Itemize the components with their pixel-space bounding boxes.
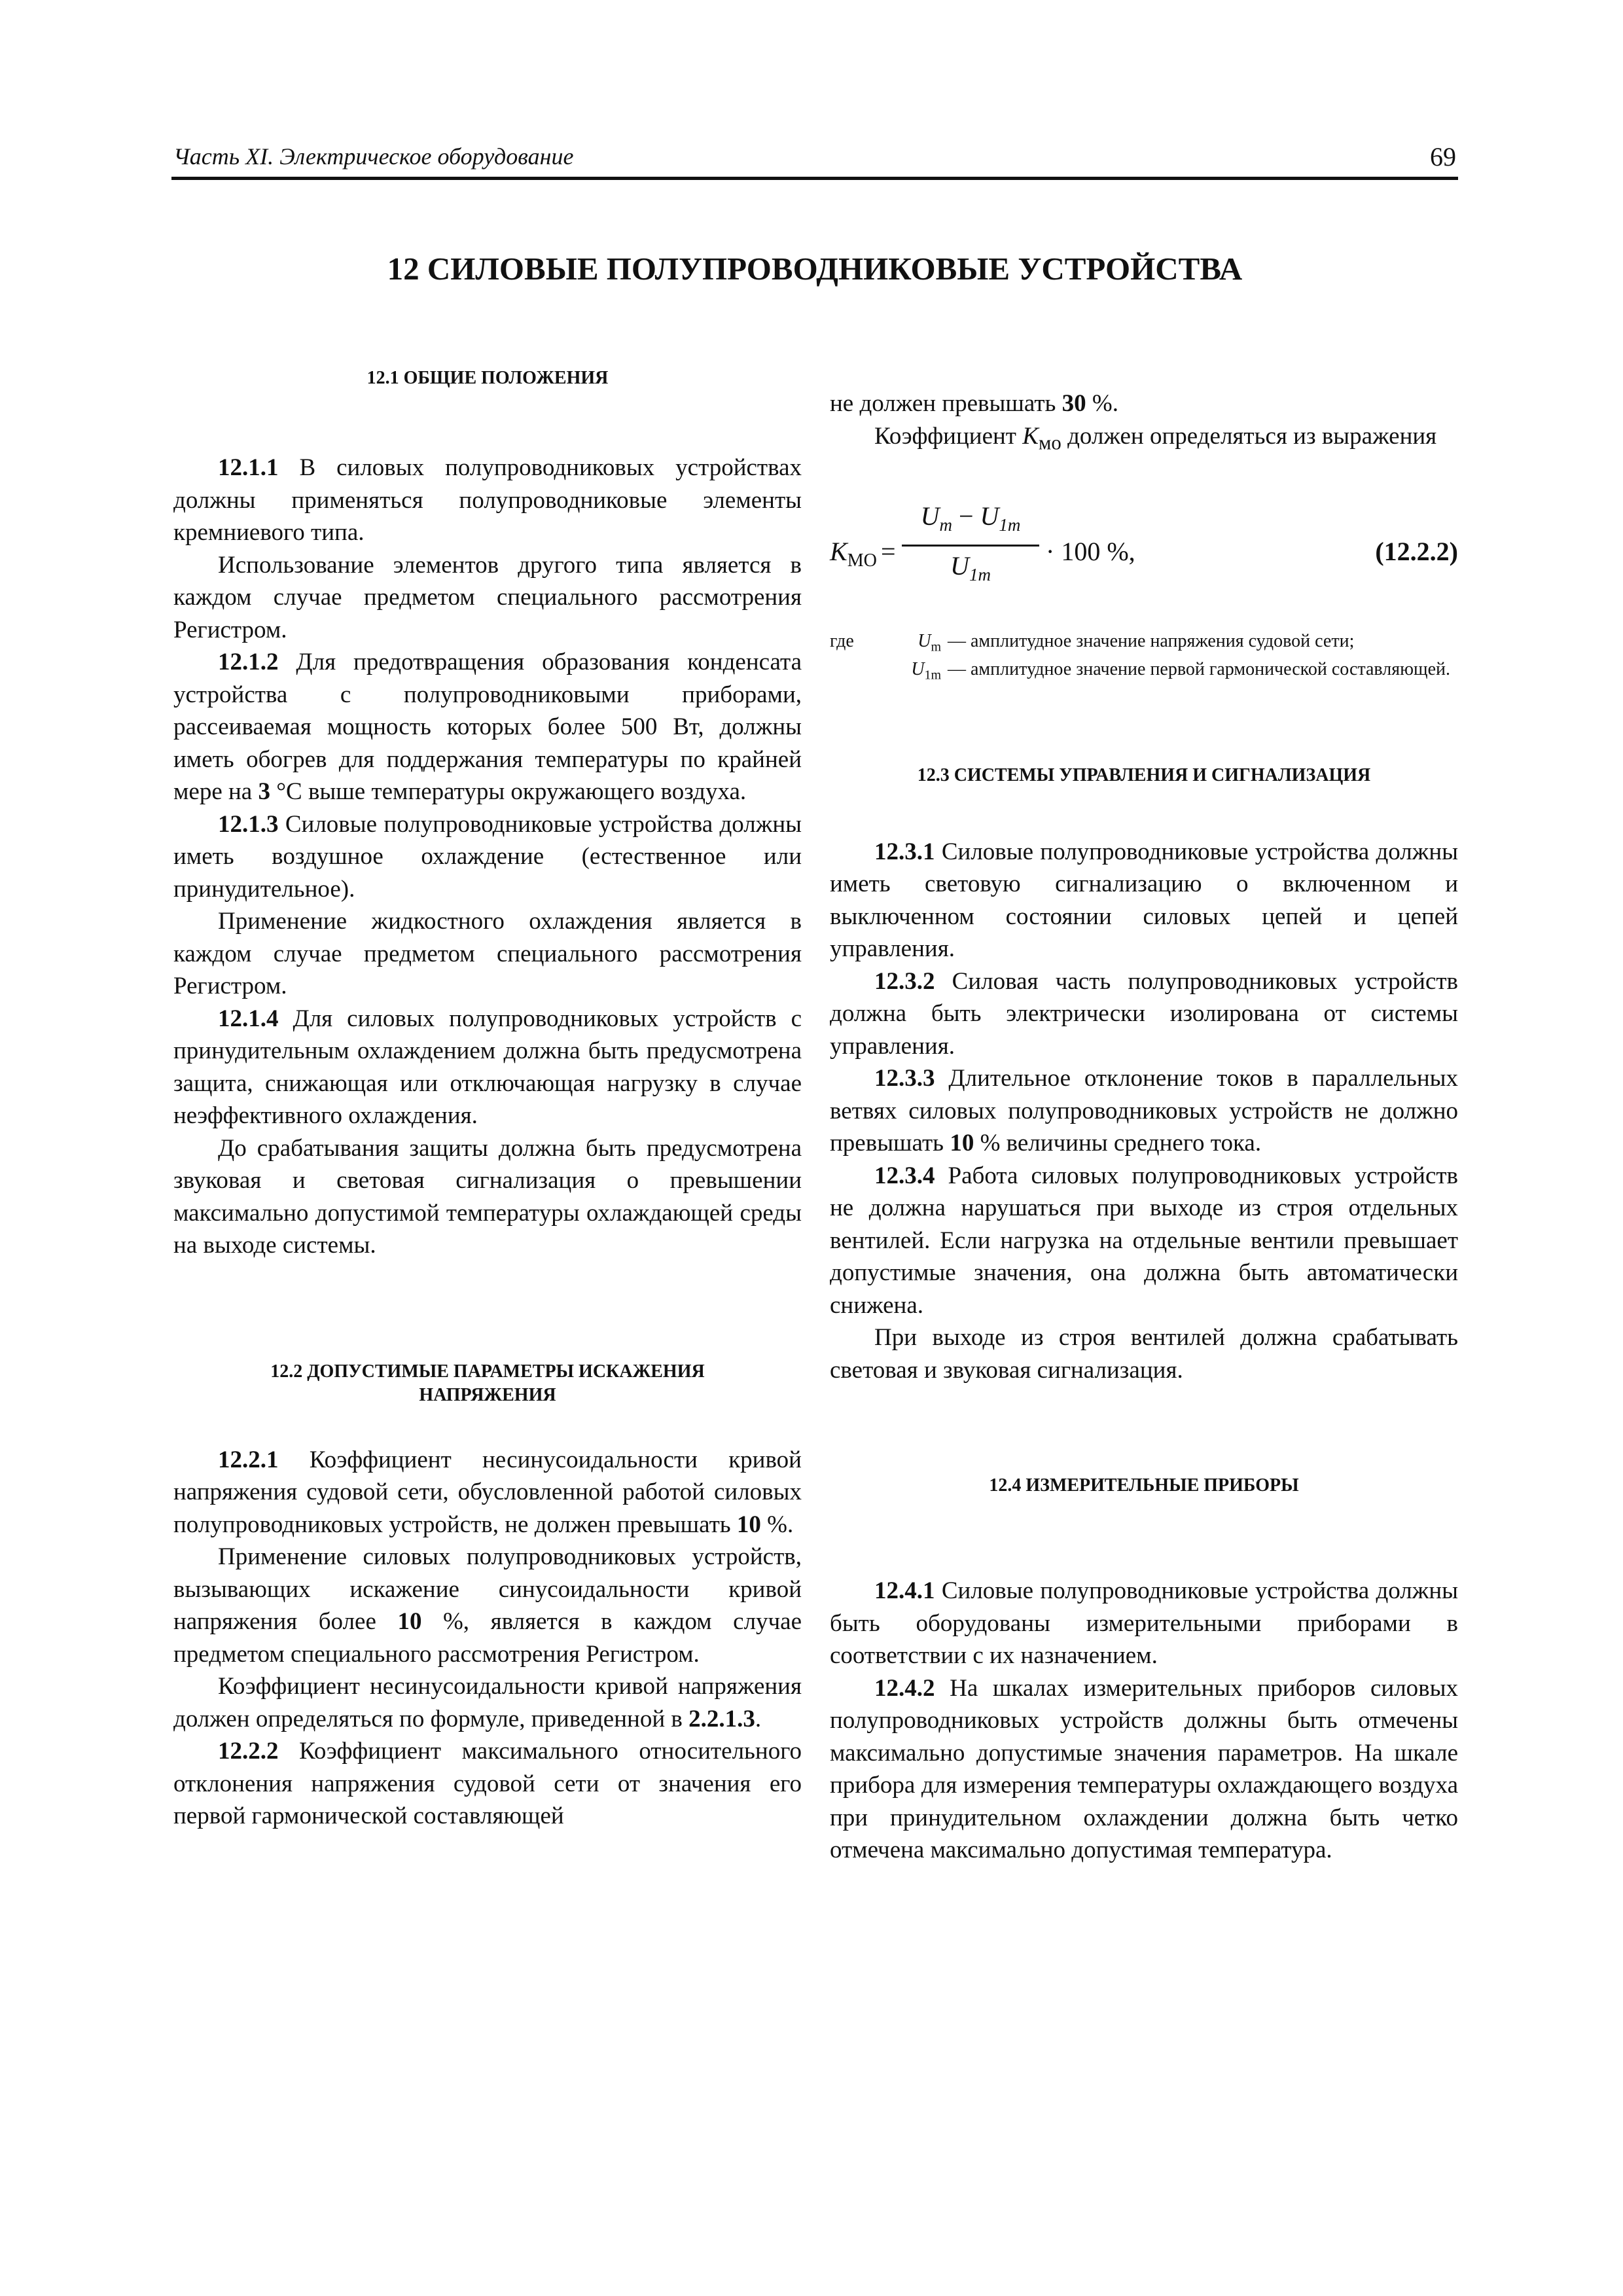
clause-number: 12.3.1 [874, 838, 935, 865]
legend-description: — амплитудное значение напряжения судовой сети; [948, 631, 1355, 652]
paragraph [173, 1670, 802, 1735]
minus-sign: − [952, 501, 980, 531]
section-heading-line: 12.2 ДОПУСТИМЫЕ ПАРАМЕТРЫ ИСКАЖЕНИЯ [270, 1361, 705, 1382]
bold-value: 3 [258, 778, 270, 805]
paragraph-text: До срабатывания защиты должна быть предусмотрена звуковая и световая сигнализация о превышении максимально допустимой температуры охлаждающей среды на выходе системы. [173, 1134, 802, 1259]
legend-label: где [830, 631, 854, 652]
legend-row [876, 658, 1458, 687]
chapter-title: 12 СИЛОВЫЕ ПОЛУПРОВОДНИКОВЫЕ УСТРОЙСТВА [387, 251, 1243, 287]
paragraph-text: %. [1086, 390, 1118, 417]
clause-number: 12.1.1 [218, 454, 279, 481]
paragraph-text: На шкалах измерительных приборов силовых полупроводниковых устройств должны быть отмечены максимально допустимые значения параметров. На шкале прибора для измерения температуры охлаждающего воздуха при принудительном охлаждении должна быть четко отмечена максимально допустимая температура. [830, 1674, 1458, 1864]
paragraph [173, 549, 802, 647]
running-title: Часть XI. Электрическое оборудование [173, 143, 574, 170]
math-subscript: 1m [999, 515, 1021, 535]
formula-fraction [902, 499, 1039, 592]
paragraph-text: Применение жидкостного охлаждения является в каждом случае предметом специального рассмотрения Регистром. [173, 908, 802, 999]
math-subscript: мо [1038, 431, 1061, 454]
math-symbol: U [980, 501, 999, 531]
paragraph-text: Коэффициент несинусоидальности кривой напряжения судовой сети, обусловленной работой силовых полупроводниковых устройств, не должен превышать [173, 1446, 802, 1538]
math-subscript: 1m [969, 565, 991, 585]
paragraph-12-1-3 [173, 808, 802, 906]
paragraph-text: Силовые полупроводниковые устройства должны иметь воздушное охлаждение (естественное или принудительное). [173, 810, 802, 903]
paragraph-text: . [755, 1705, 762, 1732]
paragraph-text: Для предотвращения образования конденсата устройства с полупроводниковыми приборами, рассеиваемая мощность которых более 500 Вт, должны иметь обогрев для поддержания температуры по крайней мере на [173, 649, 802, 805]
paragraph-continuation [830, 387, 1458, 420]
paragraph-text: Силовые полупроводниковые устройства должны иметь световую сигнализацию о включенном и выключенном состоянии силовых цепей и цепей управления. [830, 838, 1458, 963]
formula-lhs [830, 536, 877, 571]
clause-number: 12.2.1 [218, 1446, 279, 1473]
paragraph-text: Силовая часть полупроводниковых устройств должна быть электрически изолирована от системы управления. [830, 967, 1459, 1060]
paragraph-12-1-1 [173, 452, 802, 549]
bold-value: 10 [397, 1608, 422, 1635]
paragraph [173, 1541, 802, 1670]
clause-number: 12.4.1 [874, 1577, 935, 1605]
paragraph-12-3-2 [830, 965, 1458, 1063]
paragraph-12-3-4 [830, 1160, 1458, 1322]
math-symbol: U [911, 658, 925, 679]
fraction-numerator [902, 499, 1039, 542]
legend-symbol [876, 658, 948, 687]
legend-row [876, 630, 1458, 658]
equals-sign: = [881, 537, 896, 567]
math-symbol: U [950, 551, 969, 581]
paragraph-12-4-1 [830, 1575, 1458, 1672]
formula-number: (12.2.2) [1375, 537, 1458, 567]
math-symbol: K [830, 537, 847, 567]
paragraph-text: Использование элементов другого типа является в каждом случае предметом специального рассмотрения Регистром. [173, 551, 802, 643]
legend-description: — амплитудное значение первой гармонической составляющей. [948, 658, 1451, 679]
formula-12-2-2 [830, 499, 1458, 611]
bold-value: 30 [1061, 390, 1086, 417]
paragraph [173, 1132, 802, 1262]
bold-value: 10 [950, 1130, 974, 1157]
math-subscript: МО [847, 550, 877, 571]
section-heading-line: НАПРЯЖЕНИЯ [419, 1384, 556, 1405]
math-symbol: U [920, 501, 940, 531]
paragraph-text: °C выше температуры окружающего воздуха. [270, 778, 747, 805]
math-subscript: m [931, 639, 941, 655]
clause-number: 12.3.3 [874, 1065, 935, 1092]
paragraph-text: Длительное отклонение токов в параллельных ветвях силовых полупроводниковых устройств не должно превышать [830, 1065, 1459, 1157]
math-subscript: m [939, 515, 952, 535]
paragraph-12-2-1 [173, 1444, 802, 1541]
paragraph-12-2-2 [173, 1735, 802, 1833]
clause-number: 12.2.2 [218, 1738, 279, 1765]
section-heading-12-4: 12.4 ИЗМЕРИТЕЛЬНЫЕ ПРИБОРЫ [989, 1475, 1299, 1496]
math-symbol: K [1022, 422, 1039, 450]
page-number: 69 [1430, 142, 1456, 171]
clause-number: 12.1.3 [218, 810, 279, 838]
fraction-bar [902, 545, 1039, 547]
clause-number: 12.1.2 [218, 649, 279, 675]
math-subscript: 1m [924, 668, 941, 683]
left-column [173, 367, 802, 1833]
right-column [830, 387, 1458, 1867]
paragraph-text: Коэффициент несинусоидальности кривой напряжения должен определяться по формуле, приведенной в [173, 1673, 802, 1732]
paragraph-text: не должен превышать [830, 390, 1062, 417]
section-heading-12-3: 12.3 СИСТЕМЫ УПРАВЛЕНИЯ И СИГНАЛИЗАЦИЯ [917, 764, 1371, 785]
cross-reference: 2.2.1.3 [688, 1705, 755, 1732]
math-symbol: U [918, 631, 931, 652]
legend-symbol [876, 630, 948, 658]
section-heading-12-1: 12.1 ОБЩИЕ ПОЛОЖЕНИЯ [366, 368, 609, 388]
paragraph-text: %, является в каждом случае предметом специального рассмотрения Регистром. [173, 1608, 802, 1668]
section-heading-12-2 [173, 1360, 802, 1407]
paragraph-text: должен определяться из выражения [1061, 422, 1437, 450]
paragraph-text: Коэффициент [874, 422, 1023, 450]
clause-number: 12.3.4 [874, 1162, 935, 1189]
clause-number: 12.1.4 [218, 1005, 279, 1032]
paragraph-12-1-2 [173, 646, 802, 808]
clause-number: 12.4.2 [874, 1674, 935, 1702]
paragraph-text: Работа силовых полупроводниковых устройств не должна нарушаться при выходе из строя отдельных вентилей. Если нагрузка на отдельные вентили превышает допустимые значения, она должна быть автоматически снижена. [830, 1162, 1458, 1319]
paragraph [830, 1321, 1458, 1386]
paragraph-text: %. [760, 1511, 794, 1538]
paragraph-12-3-1 [830, 836, 1458, 965]
paragraph-text: При выходе из строя вентилей должна срабатывать световая и звуковая сигнализация. [830, 1324, 1458, 1384]
bold-value: 10 [736, 1511, 761, 1538]
paragraph [830, 420, 1458, 459]
formula-legend [830, 630, 1458, 686]
formula-rest: · 100 %, [1046, 537, 1135, 567]
paragraph-text: Для силовых полупроводниковых устройств с принудительным охлаждением должна быть предусмотрена защита, снижающая или отключающая нагрузку в случае неэффективного охлаждения. [173, 1005, 802, 1129]
paragraph-12-1-4 [173, 1003, 802, 1132]
clause-number: 12.3.2 [874, 967, 935, 995]
paragraph-text: Применение силовых полупроводниковых устройств, вызывающих искажение синусоидальности кривой напряжения более [173, 1543, 802, 1635]
paragraph-text: Коэффициент максимального относительного отклонения напряжения судовой сети от значения его первой гармонической составляющей [173, 1738, 802, 1829]
paragraph-text: Силовые полупроводниковые устройства должны быть оборудованы измерительными приборами в соответствии с их назначением. [830, 1577, 1458, 1670]
paragraph-12-4-2 [830, 1672, 1458, 1867]
paragraph-text: % величины среднего тока. [974, 1130, 1262, 1157]
paragraph [173, 905, 802, 1003]
paragraph-12-3-3 [830, 1062, 1458, 1160]
fraction-denominator [902, 549, 1039, 592]
paragraph-text: В силовых полупроводниковых устройствах должны применяться полупроводниковые элементы кремниевого типа. [173, 454, 802, 546]
header-rule [171, 177, 1458, 180]
